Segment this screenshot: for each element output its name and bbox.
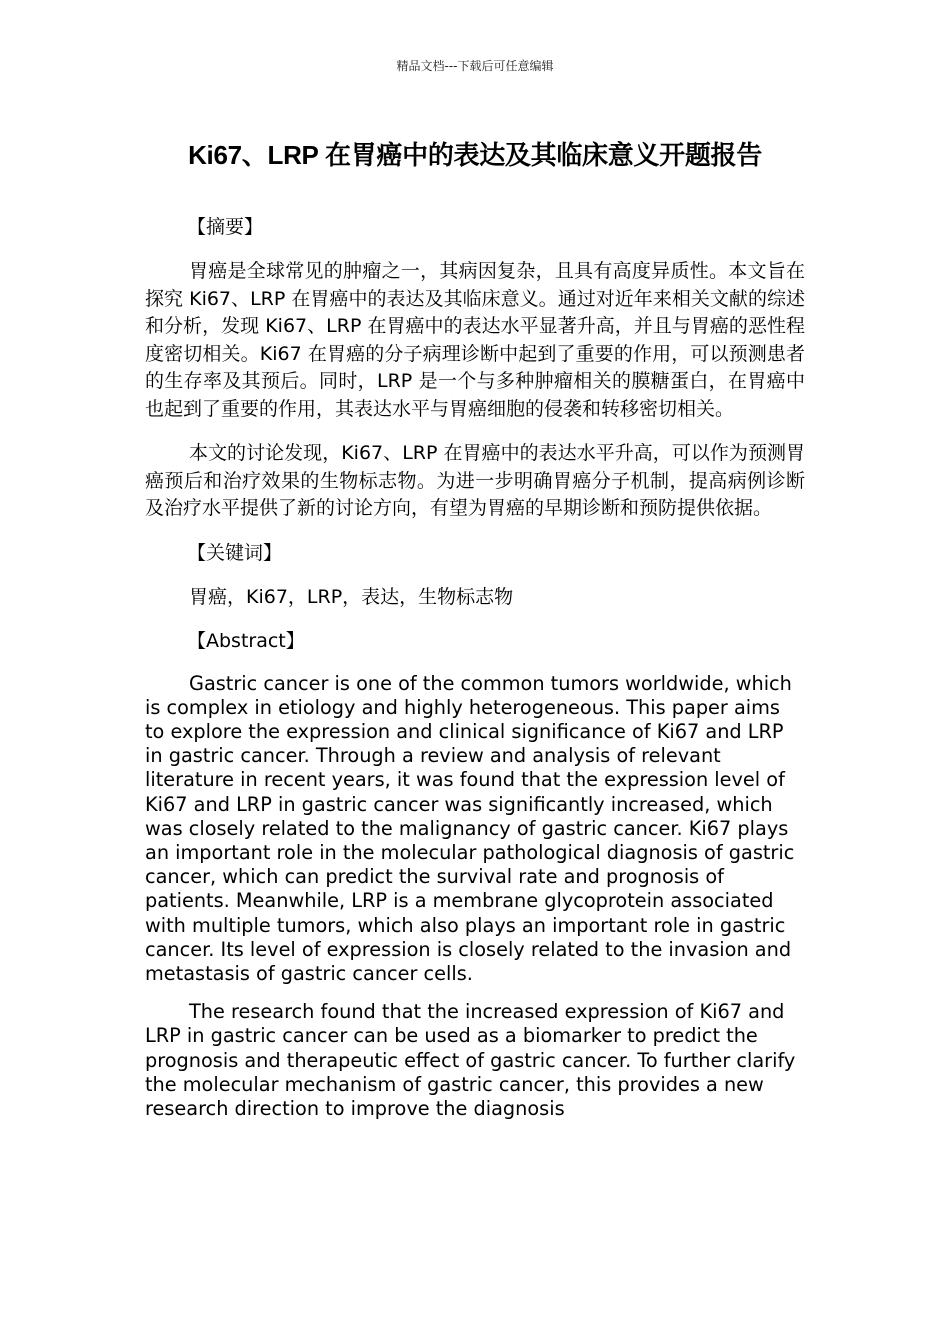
page-header-watermark: 精品文档---下载后可任意编辑 [396,59,554,73]
keywords-heading: 【关键词】 [187,541,283,564]
english-paragraph-2: The research found that the increased expression of Ki67 and LRP in gastric cancer can be used as a biomarker to predict the prognosis and therapeutic effect of gastric cancer. To further clarify the molecular mechanism of gastric cancer, this provides a new research direction to improve the diagnosis [145,1000,796,1120]
abstract-heading: 【摘要】 [187,216,264,238]
english-paragraph-1: Gastric cancer is one of the common tumors worldwide, which is complex in etiology and highly heterogeneous. This paper aims to explore the expression and clinical significance of Ki67 and LRP in gastric cancer. Through a review and analysis of relevant literature in recent years, it was found that the expression level of Ki67 and LRP in gastric cancer was significantly increased, which was closely related to the malignancy of gastric cancer. Ki67 plays an important role in the molecular pathological diagnosis of gastric cancer, which can predict the survival rate and prognosis of patients. Meanwhile, LRP is a membrane glycoprotein associated with multiple tumors, which also plays an important role in gastric cancer. Its level of expression is closely related to the invasion and metastasis of gastric cancer cells. [145,671,795,985]
keywords-list: 胃癌，Ki67，LRP，表达，生物标志物 [189,585,514,608]
english-abstract-heading: 【Abstract】 [187,629,305,652]
document-title: Ki67、LRP 在胃癌中的表达及其临床意义开题报告 [188,140,762,170]
abstract-paragraph-1: 胃癌是全球常见的肿瘤之一，其病因复杂，且具有高度异质性。本文旨在探究 Ki67、LRP 在胃癌中的表达及其临床意义。通过对近年来相关文献的综述和分析，发现 Ki67、LRP 在胃癌中的表达水平显著升高，并且与胃癌的恶性程度密切相关。Ki67 在胃癌的分子病理诊断中起到了重要的作用，可以预测患者的生存率及其预后。同时，LRP 是一个与多种肿瘤相关的膜糖蛋白，在胃癌中也起到了重要的作用，其表达水平与胃癌细胞的侵袭和转移密切相关。 [145,260,805,420]
document-body [145,214,805,1135]
abstract-paragraph-2: 本文的讨论发现，Ki67、LRP 在胃癌中的表达水平升高，可以作为预测胃癌预后和治疗效果的生物标志物。为进一步明确胃癌分子机制，提高病例诊断及治疗水平提供了新的讨论方向，有望为胃癌的早期诊断和预防提供依据。 [145,442,805,519]
